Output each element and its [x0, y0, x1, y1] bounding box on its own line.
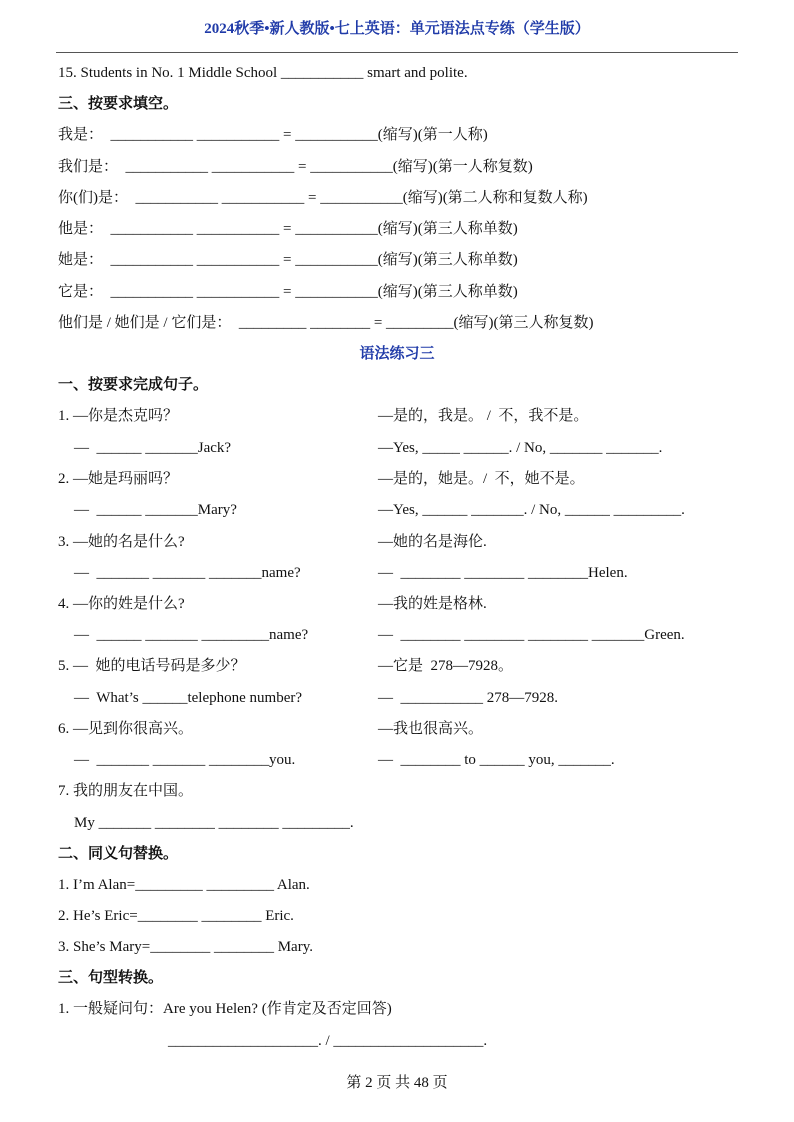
question-en: — _______ _______ ________you. — [74, 752, 296, 768]
part1-title: 一、按要求完成句子。 — [58, 377, 209, 393]
question-en: — _______ _______ _______name? — [74, 565, 301, 581]
answer-en: — ___________ 278—7928. — [378, 690, 558, 706]
page-footer: 第 2 页 共 48 页 — [346, 1075, 448, 1091]
transform-item: 1. 一般疑问句：Are you Helen? (作肯定及否定回答) — [58, 1001, 392, 1017]
answer-cn: —我也很高兴。 — [378, 721, 484, 737]
fill-row: 它是： ___________ ___________ = ___________(缩写)(第三人称单数) — [58, 284, 518, 300]
question-cn: 4. —你的姓是什么? — [58, 596, 185, 612]
page-header: 2024秋季•新人教版•七上英语：单元语法点专练（学生版） — [204, 21, 590, 37]
fill-row: 你(们)是： ___________ ___________ = ___________(缩写)(第二人称和复数人称) — [58, 190, 588, 206]
synonym-item: 3. She’s Mary=________ ________ Mary. — [58, 939, 313, 955]
part2-title: 二、同义句替换。 — [58, 846, 179, 862]
answer-cn: —她的名是海伦. — [378, 534, 487, 550]
part3-title: 三、句型转换。 — [58, 970, 164, 986]
answer-cn: —我的姓是格林. — [378, 596, 487, 612]
fill-row: 我们是： ___________ ___________ = ___________(缩写)(第一人称复数) — [58, 159, 533, 175]
question-en: — ______ _______ _________name? — [74, 627, 309, 643]
answer-en: —Yes, ______ _______. / No, ______ _________. — [378, 502, 685, 518]
question-en: My _______ ________ ________ _________. — [74, 815, 354, 831]
question-cn: 7. 我的朋友在中国。 — [58, 783, 194, 799]
header-rule — [56, 52, 738, 53]
answer-en: — ________ ________ ________Helen. — [378, 565, 628, 581]
answer-en: — ________ ________ ________ _______Green. — [378, 627, 685, 643]
answer-line: ____________________. / ____________________. — [168, 1033, 488, 1049]
question-cn: 2. —她是玛丽吗？ — [58, 471, 179, 487]
question-en: — ______ _______Jack? — [74, 440, 232, 456]
section3-title: 三、按要求填空。 — [58, 96, 179, 112]
synonym-item: 2. He’s Eric=________ ________ Eric. — [58, 908, 294, 924]
question-cn: 3. —她的名是什么? — [58, 534, 185, 550]
fill-row: 他是： ___________ ___________ = ___________(缩写)(第三人称单数) — [58, 221, 518, 237]
question-cn: 1. —你是杰克吗？ — [58, 408, 179, 424]
fill-row: 她是： ___________ ___________ = ___________(缩写)(第三人称单数) — [58, 252, 518, 268]
item-15: 15. Students in No. 1 Middle School ___________ smart and polite. — [58, 65, 468, 81]
question-cn: 6. —见到你很高兴。 — [58, 721, 194, 737]
question-en: — What’s ______telephone number? — [74, 690, 303, 706]
answer-cn: —是的，我是。 / 不，我不是。 — [378, 408, 589, 424]
synonym-item: 1. I’m Alan=_________ _________ Alan. — [58, 877, 310, 893]
fill-row: 他们是 / 她们是 / 它们是： _________ ________ = _________(缩写)(第三人称复数) — [58, 315, 594, 331]
fill-row: 我是： ___________ ___________ = ___________(缩写)(第一人称) — [58, 127, 488, 143]
practice3-title: 语法练习三 — [359, 346, 435, 362]
question-cn: 5. — 她的电话号码是多少？ — [58, 658, 246, 674]
question-en: — ______ _______Mary? — [74, 502, 237, 518]
answer-cn: —是的，她是。/ 不，她不是。 — [378, 471, 585, 487]
answer-cn: —它是 278—7928。 — [378, 658, 514, 674]
answer-en: —Yes, _____ ______. / No, _______ _______. — [378, 440, 663, 456]
answer-en: — ________ to ______ you, _______. — [378, 752, 615, 768]
